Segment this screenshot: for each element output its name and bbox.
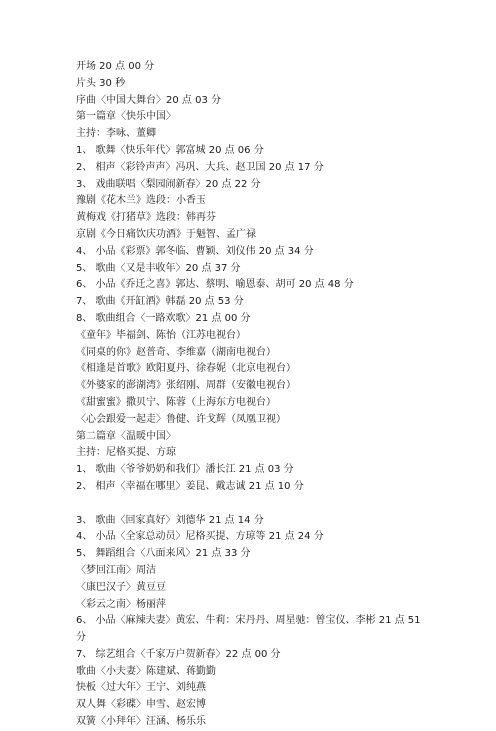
program-line: 1、 歌舞〈快乐年代〉郭富城 20 点 06 分: [76, 144, 264, 156]
program-line: 〈心会跟爱一起走〉鲁健、许戈辉（凤凰卫视）: [76, 413, 286, 425]
program-line: 豫剧《花木兰》选段：小香玉: [76, 195, 206, 207]
program-line: 5、 歌曲〈又是丰收年〉20 点 37 分: [76, 262, 241, 274]
program-line: 《甜蜜蜜》撒贝宁、陈蓉（上海东方电视台）: [76, 396, 276, 408]
hosts-line: 主持：尼格买提、方琼: [76, 447, 176, 459]
program-line: 开场 20 点 00 分: [76, 61, 155, 72]
section-heading: 第二篇章〈温暖中国〉: [76, 430, 176, 442]
program-line: 4、 小品〈全家总动员〉尼格买提、方琼等 21 点 24 分: [76, 531, 324, 543]
program-line: 《童年》毕福剑、陈怡（江苏电视台）: [76, 329, 246, 341]
program-line: 7、 歌曲《开缸酒》韩磊 20 点 53 分: [76, 296, 244, 308]
program-line: 《外婆家的澎湖湾》张绍刚、周群（安徽电视台）: [76, 380, 296, 392]
program-line: 《同桌的你》赵普奇、李维嘉（湖南电视台）: [76, 346, 276, 358]
program-line: 6、 小品《乔迁之喜》郭达、蔡明、喻恩泰、胡可 20 点 48 分: [76, 279, 354, 291]
program-line-continuation: 分: [76, 632, 86, 644]
program-line: 片头 30 秒: [76, 77, 126, 89]
program-line: 3、 歌曲〈回家真好〉刘德华 21 点 14 分: [76, 514, 264, 526]
program-line: 8、 歌曲组合〈一路欢歌〉21 点 00 分: [76, 312, 251, 324]
program-line: 6、 小品〈麻辣夫妻〉黄宏、牛莉：宋丹丹、周星驰：曾宝仪、李彬 21 点 51: [76, 615, 421, 627]
program-line: 2、 相声〈彩铃声声〉冯巩、大兵、赵卫国 20 点 17 分: [76, 161, 324, 173]
program-line: 5、 舞蹈组合〈八面来风〉21 点 33 分: [76, 548, 251, 560]
program-line: 《相逢是首歌》欧阳夏丹、徐春妮（北京电视台）: [76, 363, 296, 375]
program-line: 〈康巴汉子〉黄豆豆: [76, 581, 166, 593]
program-line: 1、 歌曲〈爷爷奶奶和我们〉潘长江 21 点 03 分: [76, 464, 294, 476]
program-line: 歌曲〈小夫妻〉陈建斌、蒋勤勤: [76, 665, 216, 677]
program-line: 黄梅戏《打猪草》选段：韩再芬: [76, 212, 216, 224]
program-line: 双簧〈小拜年〉汪涵、杨乐乐: [76, 716, 206, 728]
blank-line: [76, 496, 476, 513]
program-line: 〈彩云之南〉杨丽萍: [76, 598, 166, 610]
program-line: 京剧《今日痛饮庆功酒》于魁智、孟广禄: [76, 228, 256, 240]
program-line: 7、 综艺组合〈千家万户贺新春〉22 点 00 分: [76, 648, 281, 660]
program-list: [76, 59, 476, 731]
program-line: 序曲〈中国大舞台〉20 点 03 分: [76, 94, 221, 106]
program-line: 4、 小品《彩票》郭冬临、曹颖、刘仪伟 20 点 34 分: [76, 245, 314, 257]
section-heading: 第一篇章〈快乐中国〉: [76, 111, 176, 123]
hosts-line: 主持：李咏、董卿: [76, 128, 156, 140]
program-line: 快板〈过大年〉王宁、刘纯燕: [76, 682, 206, 694]
program-line: 3、 戏曲联唱〈梨园闹新春〉20 点 22 分: [76, 178, 261, 190]
program-line: 双人舞〈彩碟〉申雪、赵宏博: [76, 699, 206, 711]
program-line: 〈梦回江南〉周洁: [76, 564, 156, 576]
program-line: 2、 相声〈幸福在哪里〉姜昆、戴志诚 21 点 10 分: [76, 480, 304, 492]
